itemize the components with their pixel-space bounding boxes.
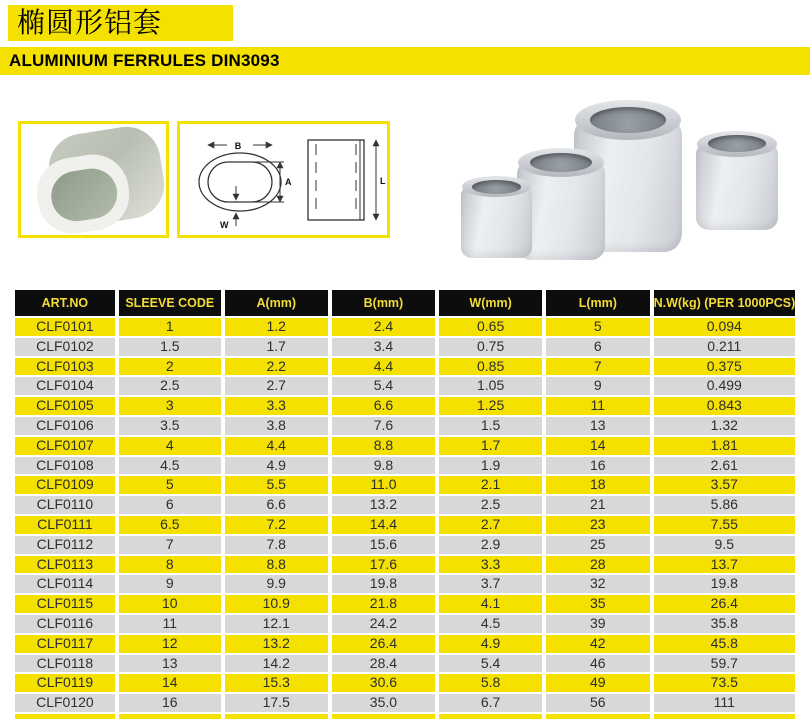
table-cell: 0.375 bbox=[654, 358, 795, 376]
table-cell: 1 bbox=[119, 318, 221, 336]
header-nw-kg: N.W(kg) (PER 1000PCS) bbox=[654, 290, 795, 316]
dimension-diagram bbox=[180, 124, 387, 235]
table-cell: CLF0101 bbox=[15, 318, 115, 336]
table-row-partial bbox=[15, 714, 795, 719]
table-cell: 28 bbox=[546, 556, 650, 574]
table-cell: CLF0120 bbox=[15, 694, 115, 712]
table-cell: 0.211 bbox=[654, 338, 795, 356]
table-cell: 18 bbox=[546, 476, 650, 494]
table-row bbox=[15, 457, 795, 475]
table-row bbox=[15, 358, 795, 376]
header-a-mm: A(mm) bbox=[225, 290, 328, 316]
table-cell: 3.3 bbox=[225, 397, 328, 415]
table-cell: 2.9 bbox=[439, 536, 542, 554]
table-cell: 14.4 bbox=[332, 516, 436, 534]
table-row bbox=[15, 417, 795, 435]
table-cell: 4.5 bbox=[439, 615, 542, 633]
table-cell: 10.9 bbox=[225, 595, 328, 613]
table-cell: 12.1 bbox=[225, 615, 328, 633]
table-cell: 30.6 bbox=[332, 674, 436, 692]
table-cell: 1.9 bbox=[439, 457, 542, 475]
table-cell: CLF0112 bbox=[15, 536, 115, 554]
table-cell: CLF0113 bbox=[15, 556, 115, 574]
table-row bbox=[15, 377, 795, 395]
table-cell: 10 bbox=[119, 595, 221, 613]
table-row bbox=[15, 516, 795, 534]
table-cell: 23 bbox=[546, 516, 650, 534]
table-row bbox=[15, 476, 795, 494]
table-cell: 17.6 bbox=[332, 556, 436, 574]
ferrule-small bbox=[461, 176, 532, 258]
table-cell bbox=[119, 714, 221, 719]
table-cell: 11 bbox=[119, 615, 221, 633]
table-cell: 9.9 bbox=[225, 575, 328, 593]
dim-label-a: A bbox=[285, 177, 292, 187]
table-cell: 1.5 bbox=[119, 338, 221, 356]
table-cell: 2.1 bbox=[439, 476, 542, 494]
table-cell: 4.4 bbox=[225, 437, 328, 455]
table-cell: CLF0104 bbox=[15, 377, 115, 395]
dimension-diagram-box bbox=[177, 121, 390, 238]
table-cell: 35.8 bbox=[654, 615, 795, 633]
table-cell: 6.6 bbox=[225, 496, 328, 514]
table-cell: 14 bbox=[119, 674, 221, 692]
header-sleeve-code: SLEEVE CODE bbox=[119, 290, 221, 316]
table-cell: 3.8 bbox=[225, 417, 328, 435]
ferrule-right bbox=[696, 131, 778, 230]
inner-oval bbox=[208, 162, 272, 202]
table-cell: 1.7 bbox=[225, 338, 328, 356]
header-artno: ART.NO bbox=[15, 290, 115, 316]
table-cell: 39 bbox=[546, 615, 650, 633]
table-cell: 1.81 bbox=[654, 437, 795, 455]
table-cell: 5 bbox=[119, 476, 221, 494]
table-cell: 1.32 bbox=[654, 417, 795, 435]
table-cell: 0.094 bbox=[654, 318, 795, 336]
table-cell: 26.4 bbox=[654, 595, 795, 613]
table-cell: 11 bbox=[546, 397, 650, 415]
table-cell: 13 bbox=[119, 655, 221, 673]
table-cell: 2.7 bbox=[439, 516, 542, 534]
table-cell: 3.57 bbox=[654, 476, 795, 494]
table-cell: 28.4 bbox=[332, 655, 436, 673]
header-l-mm: L(mm) bbox=[546, 290, 650, 316]
table-row bbox=[15, 397, 795, 415]
table-cell: 5.4 bbox=[439, 655, 542, 673]
table-cell: 19.8 bbox=[654, 575, 795, 593]
table-cell: 35.0 bbox=[332, 694, 436, 712]
table-cell: 2.2 bbox=[225, 358, 328, 376]
table-cell: 11.0 bbox=[332, 476, 436, 494]
table-row bbox=[15, 575, 795, 593]
table-row bbox=[15, 496, 795, 514]
table-cell: 8.8 bbox=[332, 437, 436, 455]
table-row bbox=[15, 556, 795, 574]
table-cell: 15.3 bbox=[225, 674, 328, 692]
table-cell: 7.8 bbox=[225, 536, 328, 554]
page-subtitle: ALUMINIUM FERRULES DIN3093 bbox=[0, 47, 810, 75]
table-cell: 5.5 bbox=[225, 476, 328, 494]
table-cell: 13.7 bbox=[654, 556, 795, 574]
table-cell: 4.9 bbox=[439, 635, 542, 653]
table-cell: CLF0102 bbox=[15, 338, 115, 356]
table-cell: 15.6 bbox=[332, 536, 436, 554]
table-cell: CLF0109 bbox=[15, 476, 115, 494]
table-cell: 9.8 bbox=[332, 457, 436, 475]
table-cell: 73.5 bbox=[654, 674, 795, 692]
table-cell: 111 bbox=[654, 694, 795, 712]
table-cell: CLF0116 bbox=[15, 615, 115, 633]
table-cell: 2.4 bbox=[332, 318, 436, 336]
table-row bbox=[15, 674, 795, 692]
table-cell: 5.8 bbox=[439, 674, 542, 692]
table-row bbox=[15, 635, 795, 653]
table-row bbox=[15, 338, 795, 356]
table-cell: 0.843 bbox=[654, 397, 795, 415]
table-cell: 45.8 bbox=[654, 635, 795, 653]
table-cell: 7.2 bbox=[225, 516, 328, 534]
table-cell: 12 bbox=[119, 635, 221, 653]
table-cell: 13.2 bbox=[225, 635, 328, 653]
table-cell: 13 bbox=[546, 417, 650, 435]
table-cell bbox=[439, 714, 542, 719]
table-cell: 13.2 bbox=[332, 496, 436, 514]
table-cell: CLF0117 bbox=[15, 635, 115, 653]
table-cell: 1.5 bbox=[439, 417, 542, 435]
table-cell: CLF0118 bbox=[15, 655, 115, 673]
table-cell: 1.2 bbox=[225, 318, 328, 336]
table-cell: 0.85 bbox=[439, 358, 542, 376]
table-cell: 3.7 bbox=[439, 575, 542, 593]
table-cell: 42 bbox=[546, 635, 650, 653]
table-row bbox=[15, 437, 795, 455]
table-row bbox=[15, 536, 795, 554]
table-cell: 6.6 bbox=[332, 397, 436, 415]
table-cell bbox=[332, 714, 436, 719]
table-cell: 8 bbox=[119, 556, 221, 574]
table-cell: 1.7 bbox=[439, 437, 542, 455]
table-row bbox=[15, 655, 795, 673]
table-cell: CLF0119 bbox=[15, 674, 115, 692]
ferrule-spec-table bbox=[11, 288, 799, 719]
table-cell: 9.5 bbox=[654, 536, 795, 554]
table-cell: 56 bbox=[546, 694, 650, 712]
table-cell: 7.6 bbox=[332, 417, 436, 435]
table-cell bbox=[225, 714, 328, 719]
table-cell: 16 bbox=[119, 694, 221, 712]
table-cell: CLF0114 bbox=[15, 575, 115, 593]
table-cell: CLF0105 bbox=[15, 397, 115, 415]
table-cell: CLF0115 bbox=[15, 595, 115, 613]
table-cell: 14.2 bbox=[225, 655, 328, 673]
table-cell: 2.61 bbox=[654, 457, 795, 475]
table-cell: 46 bbox=[546, 655, 650, 673]
table-cell: 3.5 bbox=[119, 417, 221, 435]
table-cell: 49 bbox=[546, 674, 650, 692]
table-cell: 21 bbox=[546, 496, 650, 514]
table-cell: 5 bbox=[546, 318, 650, 336]
table-cell: 6 bbox=[119, 496, 221, 514]
table-row bbox=[15, 595, 795, 613]
table-body bbox=[15, 318, 795, 719]
table-cell: 6 bbox=[546, 338, 650, 356]
table-cell bbox=[654, 714, 795, 719]
dim-label-l: L bbox=[380, 176, 386, 186]
table-cell: CLF0111 bbox=[15, 516, 115, 534]
table-cell: 35 bbox=[546, 595, 650, 613]
table-cell: 16 bbox=[546, 457, 650, 475]
table-cell: 3.4 bbox=[332, 338, 436, 356]
table-cell: 17.5 bbox=[225, 694, 328, 712]
table-cell: 2 bbox=[119, 358, 221, 376]
table-cell: 7 bbox=[546, 358, 650, 376]
table-cell: 0.65 bbox=[439, 318, 542, 336]
table-cell: 24.2 bbox=[332, 615, 436, 633]
table-cell: 21.8 bbox=[332, 595, 436, 613]
table-cell: 4.4 bbox=[332, 358, 436, 376]
table-cell: 6.5 bbox=[119, 516, 221, 534]
table-cell: 9 bbox=[546, 377, 650, 395]
table-cell: 7.55 bbox=[654, 516, 795, 534]
ferrule-photo bbox=[15, 110, 178, 250]
table-cell: 14 bbox=[546, 437, 650, 455]
table-header-row bbox=[15, 290, 795, 316]
dim-label-b: B bbox=[234, 141, 242, 151]
table-cell: CLF0108 bbox=[15, 457, 115, 475]
table-cell: 59.7 bbox=[654, 655, 795, 673]
page-title: 椭圆形铝套 bbox=[8, 5, 233, 41]
table-cell: 5.4 bbox=[332, 377, 436, 395]
header-w-mm: W(mm) bbox=[439, 290, 542, 316]
table-cell: 2.7 bbox=[225, 377, 328, 395]
table-cell: 1.25 bbox=[439, 397, 542, 415]
table-cell: CLF0110 bbox=[15, 496, 115, 514]
table-cell: 4.1 bbox=[439, 595, 542, 613]
table-cell: 2.5 bbox=[439, 496, 542, 514]
table-cell: 7 bbox=[119, 536, 221, 554]
table-cell: 9 bbox=[119, 575, 221, 593]
table-cell: 26.4 bbox=[332, 635, 436, 653]
table-cell: CLF0106 bbox=[15, 417, 115, 435]
table-cell: 1.05 bbox=[439, 377, 542, 395]
table-cell: 6.7 bbox=[439, 694, 542, 712]
table-cell: 4.9 bbox=[225, 457, 328, 475]
table-cell bbox=[546, 714, 650, 719]
table-cell: CLF0103 bbox=[15, 358, 115, 376]
table-cell: CLF0107 bbox=[15, 437, 115, 455]
table-row bbox=[15, 318, 795, 336]
table-cell bbox=[15, 714, 115, 719]
table-cell: 4.5 bbox=[119, 457, 221, 475]
table-row bbox=[15, 615, 795, 633]
table-cell: 4 bbox=[119, 437, 221, 455]
header-b-mm: B(mm) bbox=[332, 290, 436, 316]
table-cell: 32 bbox=[546, 575, 650, 593]
table-cell: 3.3 bbox=[439, 556, 542, 574]
table-cell: 19.8 bbox=[332, 575, 436, 593]
product-photo-box bbox=[18, 121, 169, 238]
table-cell: 2.5 bbox=[119, 377, 221, 395]
dim-label-w: W bbox=[220, 220, 229, 230]
table-cell: 25 bbox=[546, 536, 650, 554]
table-cell: 5.86 bbox=[654, 496, 795, 514]
table-cell: 8.8 bbox=[225, 556, 328, 574]
table-row bbox=[15, 694, 795, 712]
table-cell: 0.499 bbox=[654, 377, 795, 395]
table-cell: 3 bbox=[119, 397, 221, 415]
table-cell: 0.75 bbox=[439, 338, 542, 356]
